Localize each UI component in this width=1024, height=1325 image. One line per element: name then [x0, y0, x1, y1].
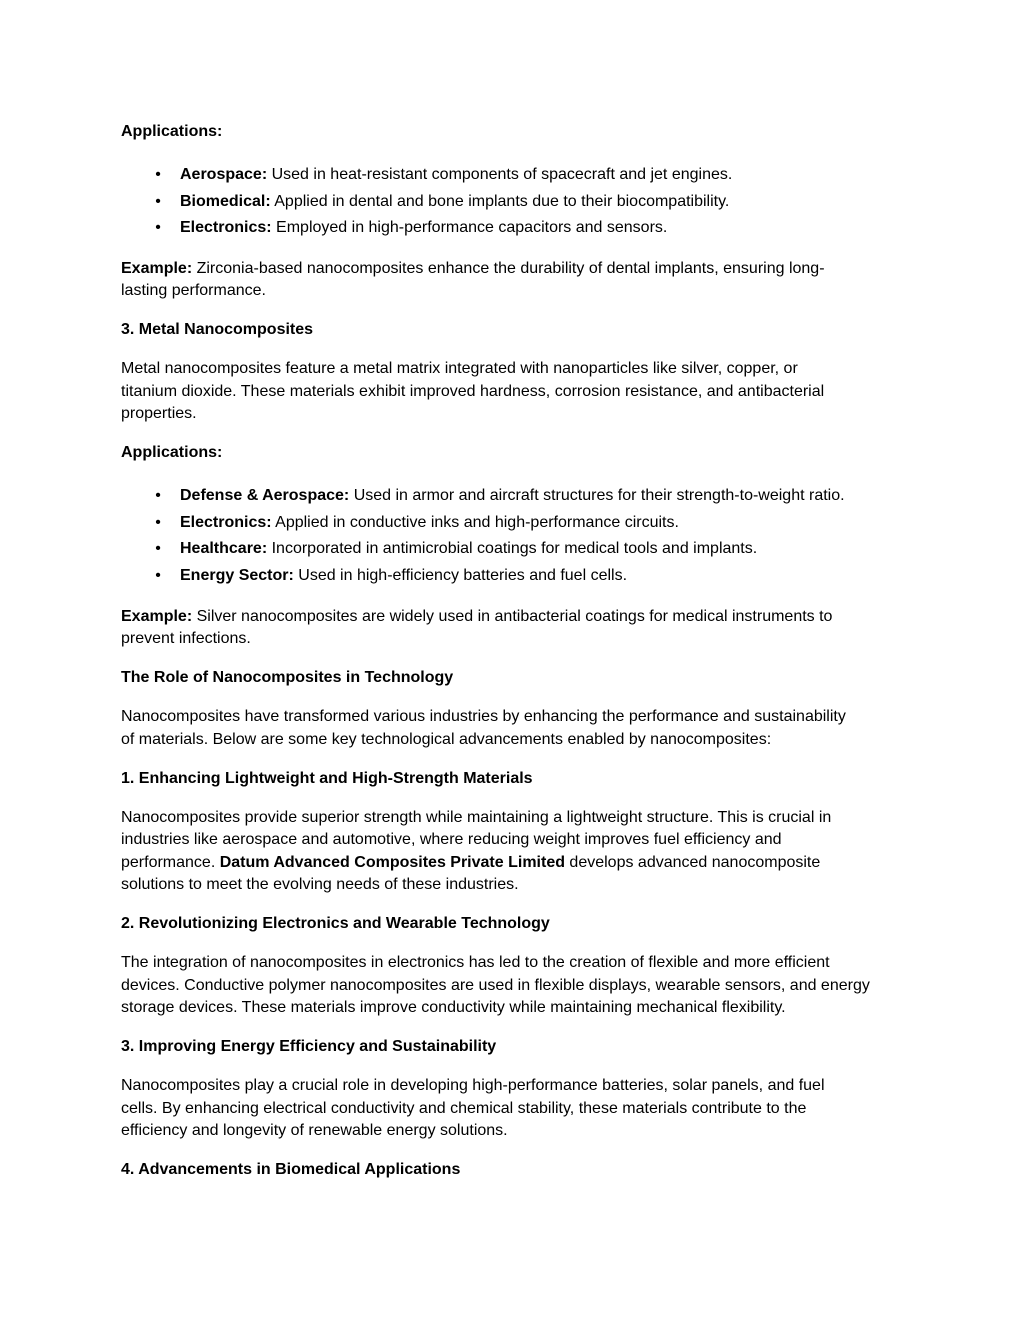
bullet-icon: • [155, 487, 161, 505]
paragraph-line: industries like aerospace and automotive, where reducing weight improves fuel efficiency and [121, 831, 782, 849]
paragraph-line: Nanocomposites provide superior strength while maintaining a lightweight structure. This is crucial in [121, 808, 832, 826]
section-heading-role: The Role of Nanocomposites in Technology [121, 669, 454, 687]
example-label: Example: [121, 259, 193, 277]
example-text: prevent infections. [121, 630, 251, 648]
paragraph-line: efficiency and longevity of renewable energy solutions. [121, 1122, 508, 1140]
example-paragraph [121, 258, 911, 303]
applications-list [121, 483, 911, 589]
paragraph-line: Nanocomposites play a crucial role in developing high-performance batteries, solar panels, and fuel [121, 1077, 825, 1095]
bullet-icon: • [155, 513, 161, 531]
list-item-label: Defense & Aerospace: [180, 487, 350, 505]
example-text: Silver nanocomposites are widely used in antibacterial coatings for medical instruments to [192, 607, 833, 625]
list-item [121, 536, 911, 563]
list-item-label: Healthcare: [180, 540, 268, 558]
paragraph-line: storage devices. These materials improve conductivity while maintaining mechanical flexibility. [121, 999, 786, 1017]
bullet-icon: • [155, 166, 161, 183]
paragraph-line: devices. Conductive polymer nanocomposites are used in flexible displays, wearable sensors, and energy [121, 976, 870, 994]
list-item-text: Used in heat-resistant components of spacecraft and jet engines. [267, 166, 733, 183]
section-3-paragraph [121, 1075, 911, 1143]
example-paragraph [121, 606, 911, 651]
paragraph-line: cells. By enhancing electrical conductivity and chemical stability, these materials contribute to the [121, 1099, 807, 1117]
list-item-label: Electronics: [180, 219, 272, 237]
paragraph-line: Nanocomposites have transformed various industries by enhancing the performance and sustainability [121, 708, 846, 726]
section-heading-metal: 3. Metal Nanocomposites [121, 321, 314, 339]
bullet-icon: • [155, 192, 161, 210]
page-content [121, 121, 911, 1182]
paragraph-line: develops advanced nanocomposite [564, 853, 821, 871]
example-text: lasting performance. [121, 282, 266, 300]
section-2-paragraph [121, 952, 911, 1020]
list-item-text: Used in high-efficiency batteries and fuel cells. [293, 567, 628, 585]
section-heading-3: 3. Improving Energy Efficiency and Sustainability [121, 1038, 497, 1056]
list-item-text: Applied in conductive inks and high-performance circuits. [271, 513, 679, 531]
list-item-text: Applied in dental and bone implants due to their biocompatibility. [270, 192, 730, 210]
paragraph-line: titanium dioxide. These materials exhibit improved hardness, corrosion resistance, and antibacterial [121, 382, 825, 400]
list-item [121, 483, 911, 510]
list-item-label: Aerospace: [180, 166, 268, 183]
paragraph-line: of materials. Below are some key technological advancements enabled by nanocomposites: [121, 730, 772, 748]
list-item [121, 563, 911, 590]
list-item-text: Used in armor and aircraft structures for their strength-to-weight ratio. [349, 487, 845, 505]
paragraph-line: The integration of nanocomposites in electronics has led to the creation of flexible and more efficient [121, 954, 830, 972]
list-item-text: Incorporated in antimicrobial coatings for medical tools and implants. [267, 540, 758, 558]
list-item-text: Employed in high-performance capacitors and sensors. [271, 219, 668, 237]
section-heading-1: 1. Enhancing Lightweight and High-Strength Materials [121, 769, 533, 787]
company-name: Datum Advanced Composites Private Limited [219, 853, 565, 871]
list-item [121, 510, 911, 537]
bullet-icon: • [155, 567, 161, 585]
list-item [121, 189, 911, 216]
paragraph-line: solutions to meet the evolving needs of these industries. [121, 876, 519, 894]
applications-heading: Applications: [121, 444, 223, 462]
paragraph-line: properties. [121, 405, 197, 423]
applications-heading: Applications: [121, 123, 223, 140]
list-item-label: Electronics: [180, 513, 272, 531]
section-1-paragraph [121, 807, 911, 897]
metal-paragraph [121, 358, 911, 426]
list-item [121, 162, 911, 189]
bullet-icon: • [155, 219, 161, 237]
example-label: Example: [121, 607, 193, 625]
bullet-icon: • [155, 540, 161, 558]
list-item-label: Biomedical: [180, 192, 271, 210]
section-heading-2: 2. Revolutionizing Electronics and Wearable Technology [121, 915, 550, 933]
section-heading-4: 4. Advancements in Biomedical Applications [121, 1161, 461, 1179]
list-item-label: Energy Sector: [180, 567, 294, 585]
applications-list [121, 162, 911, 242]
list-item [121, 215, 911, 242]
paragraph-line: performance. [121, 853, 220, 871]
paragraph-line: Metal nanocomposites feature a metal matrix integrated with nanoparticles like silver, copper, or [121, 360, 798, 378]
example-text: Zirconia-based nanocomposites enhance the durability of dental implants, ensuring long- [192, 259, 825, 277]
role-paragraph [121, 706, 911, 751]
